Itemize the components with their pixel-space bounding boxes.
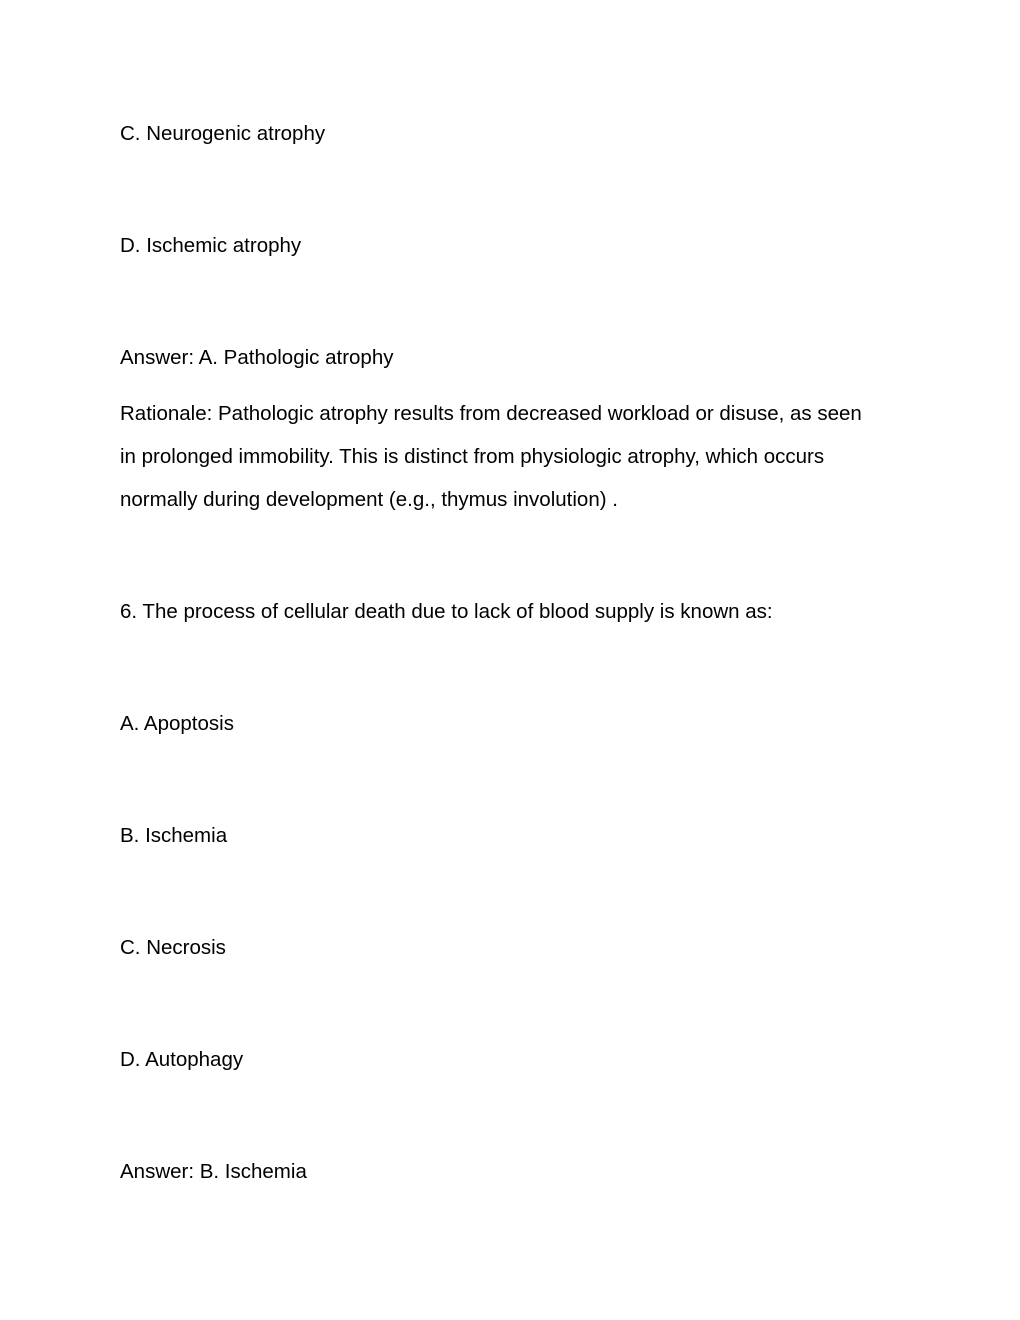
question-6-stem: 6. The process of cellular death due to lack of blood supply is known as: [120,600,773,623]
rationale-line-2: in prolonged immobility. This is distinct from physiologic atrophy, which occurs [120,445,825,468]
option-c-neurogenic: C. Neurogenic atrophy [120,122,326,145]
question-6-option-d: D. Autophagy [120,1048,244,1071]
answer-previous-question: Answer: A. Pathologic atrophy [120,346,394,369]
rationale-line-3: normally during development (e.g., thymus involution) . [120,488,618,511]
question-6-option-a: A. Apoptosis [120,712,234,735]
question-6-answer: Answer: B. Ischemia [120,1160,307,1183]
rationale-paragraph [120,392,900,521]
question-6-option-c: C. Necrosis [120,936,226,959]
rationale-line-1: Rationale: Pathologic atrophy results from decreased workload or disuse, as seen [120,402,862,425]
question-6-option-b: B. Ischemia [120,824,228,847]
option-d-ischemic: D. Ischemic atrophy [120,234,302,257]
